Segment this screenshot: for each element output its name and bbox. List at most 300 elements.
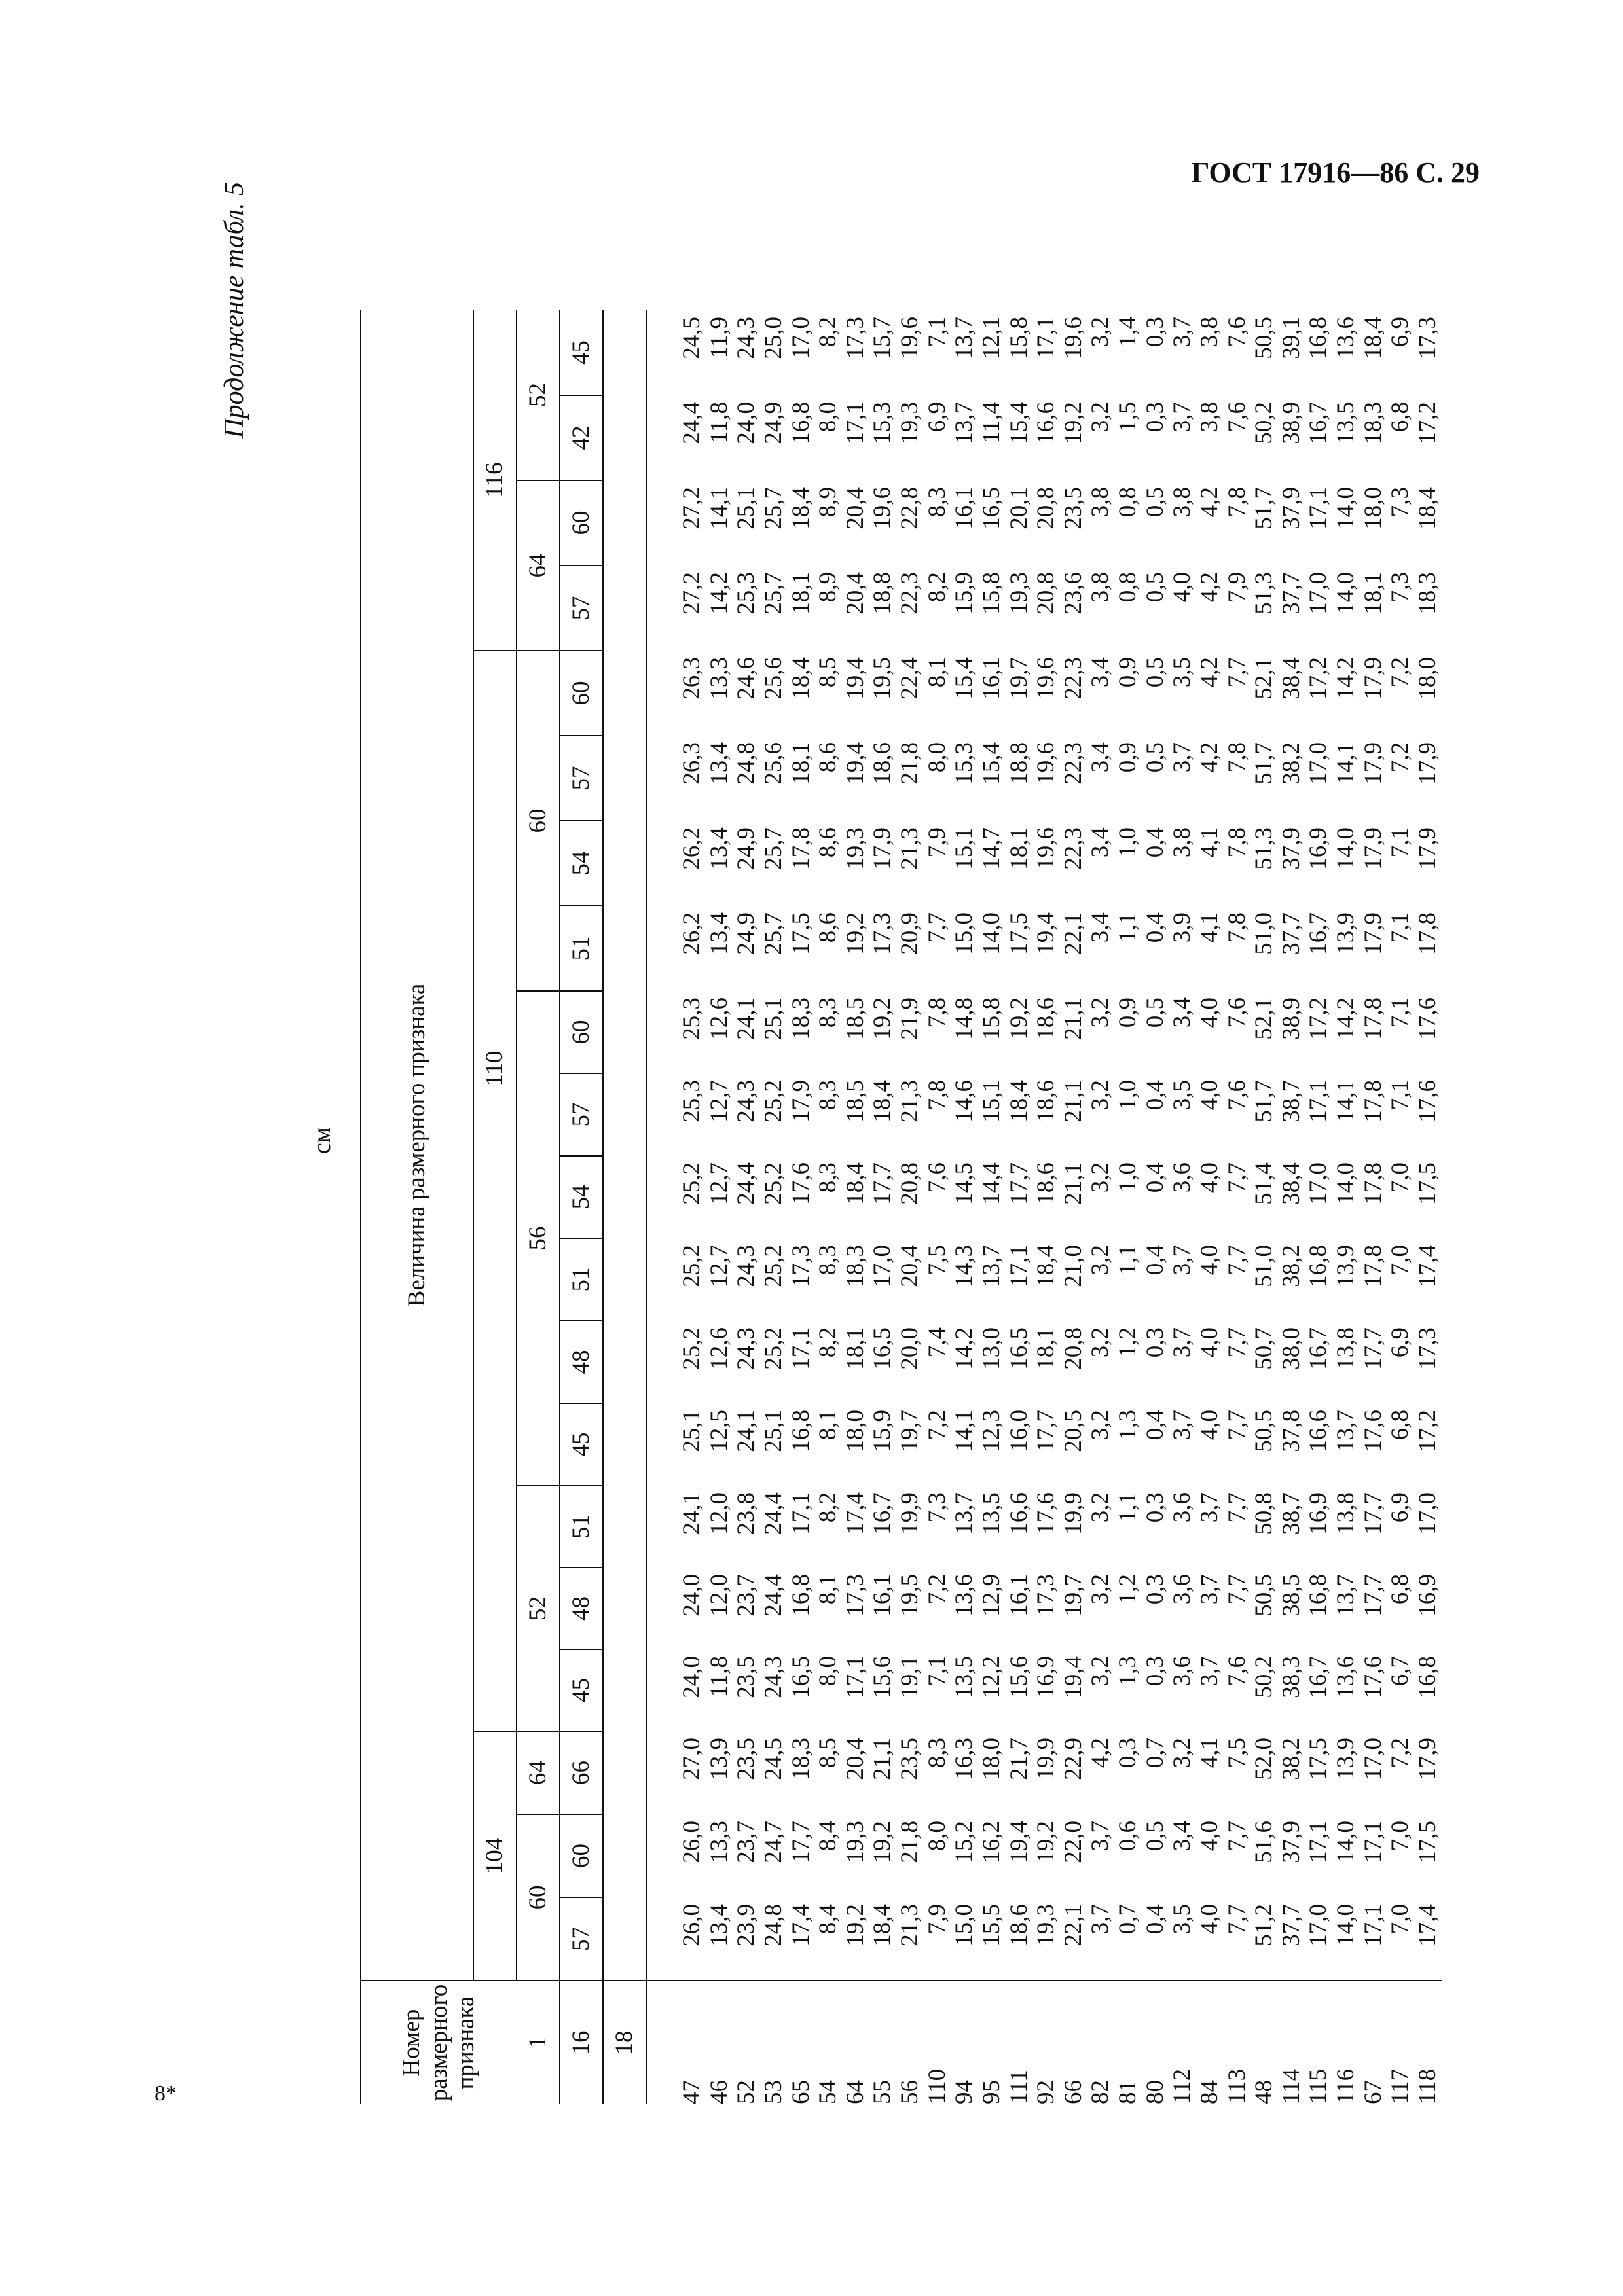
table-cell: 4,0 xyxy=(1195,1904,1223,1935)
table-cell: 7,7 xyxy=(1223,1574,1250,1605)
table-cell: 7,9 xyxy=(1223,572,1250,603)
table-cell: 17,0 xyxy=(869,1245,896,1287)
table-cell: 13,9 xyxy=(1332,1245,1359,1287)
table-cell: 19,7 xyxy=(1059,1574,1087,1617)
table-cell: 23,7 xyxy=(733,1574,760,1617)
table-cell: 38,9 xyxy=(1277,402,1305,444)
table-cell: 12,2 xyxy=(977,1656,1005,1698)
table-cell: 11,4 xyxy=(977,402,1005,444)
level3-header: 48 xyxy=(560,1321,603,1403)
table-cell: 7,6 xyxy=(1223,997,1250,1028)
table-cell: 17,3 xyxy=(841,317,869,359)
table-cell: 24,0 xyxy=(678,1574,705,1617)
table-cell: 19,6 xyxy=(1032,657,1060,700)
table-cell: 19,6 xyxy=(1059,317,1087,359)
table-cell: 1,3 xyxy=(1114,1656,1141,1687)
table-cell: 16,8 xyxy=(787,402,814,444)
table-cell: 17,7 xyxy=(1359,1574,1387,1617)
table-cell: 51,2 xyxy=(1250,1904,1278,1946)
table-cell: 19,4 xyxy=(1059,1656,1087,1698)
table-cell: 19,3 xyxy=(841,827,869,870)
table-cell: 24,3 xyxy=(759,1656,787,1698)
table-cell: 13,7 xyxy=(1332,1410,1359,1452)
level3-header: 48 xyxy=(560,1568,603,1649)
table-cell: 17,3 xyxy=(1413,317,1441,359)
table-cell: 24,9 xyxy=(759,402,787,444)
table-cell: 7,8 xyxy=(923,1080,951,1111)
table-cell: 24,0 xyxy=(678,1656,705,1698)
table-cell: 25,7 xyxy=(759,487,787,529)
row-id: 48 xyxy=(1250,2080,1278,2104)
table-cell: 18,6 xyxy=(1005,1904,1032,1946)
data-column xyxy=(646,736,1442,821)
row-id: 67 xyxy=(1359,2080,1387,2104)
table-cell: 18,4 xyxy=(787,657,814,700)
table-cell: 25,7 xyxy=(759,827,787,870)
table-cell: 22,8 xyxy=(896,487,923,529)
row-id: 52 xyxy=(733,2080,760,2104)
table-cell: 17,7 xyxy=(1005,1162,1032,1205)
table-cell: 7,0 xyxy=(1387,1162,1414,1193)
table-cell: 3,6 xyxy=(1169,1574,1196,1605)
table-cell: 17,8 xyxy=(1413,912,1441,955)
table-cell: 17,9 xyxy=(1359,657,1387,700)
table-cell: 15,1 xyxy=(951,827,978,870)
table-cell: 7,7 xyxy=(1223,1492,1250,1523)
table-cell: 7,6 xyxy=(1223,1656,1250,1687)
data-column xyxy=(646,565,1442,651)
table-cell: 37,9 xyxy=(1277,827,1305,870)
table-cell: 51,0 xyxy=(1250,1245,1278,1287)
table-cell: 19,9 xyxy=(896,1492,923,1535)
table-cell: 7,6 xyxy=(1223,1080,1250,1111)
table-cell: 7,0 xyxy=(1387,1904,1414,1935)
table-cell: 21,0 xyxy=(1059,1245,1087,1287)
table-cell: 7,7 xyxy=(1223,1821,1250,1852)
table-cell: 8,2 xyxy=(814,1327,842,1358)
rotated-table-block xyxy=(210,177,1486,2104)
table-cell: 38,4 xyxy=(1277,657,1305,700)
table-cell: 38,2 xyxy=(1277,742,1305,785)
table-cell: 25,6 xyxy=(759,657,787,700)
table-cell: 14,3 xyxy=(951,1245,978,1287)
table-cell: 7,3 xyxy=(1387,572,1414,603)
table-cell: 23,5 xyxy=(733,1738,760,1780)
table-cell: 23,8 xyxy=(733,1492,760,1535)
table-cell: 11,8 xyxy=(705,402,733,444)
table-cell: 19,5 xyxy=(869,657,896,700)
table-cell: 17,1 xyxy=(1305,1821,1332,1863)
table-cell: 14,2 xyxy=(1332,997,1359,1040)
table-cell: 8,0 xyxy=(923,742,951,773)
table-cell: 24,9 xyxy=(733,827,760,870)
level1-header: 110 xyxy=(473,651,517,1486)
table-cell: 15,0 xyxy=(951,1904,978,1946)
table-cell: 17,9 xyxy=(1359,827,1387,870)
table-cell: 19,6 xyxy=(869,487,896,529)
table-cell: 8,4 xyxy=(814,1821,842,1852)
table-cell: 18,0 xyxy=(977,1738,1005,1780)
table-cell: 20,8 xyxy=(1032,487,1060,529)
table-cell: 3,9 xyxy=(1169,912,1196,943)
table-cell: 18,1 xyxy=(1032,1327,1060,1370)
table-cell: 17,1 xyxy=(1305,487,1332,529)
level2-header: 52 xyxy=(517,1486,560,1731)
table-cell: 17,2 xyxy=(1305,997,1332,1040)
level3-header: 51 xyxy=(560,1238,603,1321)
table-cell: 17,5 xyxy=(1305,1738,1332,1780)
table-cell: 3,5 xyxy=(1169,657,1196,688)
table-cell: 13,3 xyxy=(705,1821,733,1863)
table-cell: 3,2 xyxy=(1087,1162,1114,1193)
table-cell: 3,7 xyxy=(1169,1327,1196,1358)
table-cell: 50,5 xyxy=(1250,1574,1278,1617)
row-id: 116 xyxy=(1332,2068,1359,2104)
table-cell: 13,7 xyxy=(977,1245,1005,1287)
level1-header: 104 xyxy=(473,1731,517,1981)
table-cell: 50,5 xyxy=(1250,1410,1278,1452)
level3-header: 60 xyxy=(560,651,603,736)
table-cell: 1,1 xyxy=(1114,1245,1141,1276)
table-cell: 19,2 xyxy=(841,912,869,955)
table-cell: 19,6 xyxy=(1032,827,1060,870)
table-cell: 51,4 xyxy=(1250,1162,1278,1205)
data-column xyxy=(646,480,1442,565)
table-cell: 18,1 xyxy=(841,1327,869,1370)
table-cell: 26,3 xyxy=(678,657,705,700)
level3-header: 60 xyxy=(560,480,603,565)
table-cell: 7,9 xyxy=(923,1904,951,1935)
table-cell: 6,9 xyxy=(923,402,951,433)
table-cell: 14,8 xyxy=(951,997,978,1040)
table-cell: 17,1 xyxy=(1305,1080,1332,1122)
row-id: 46 xyxy=(705,2080,733,2104)
table-cell: 1,0 xyxy=(1114,1080,1141,1111)
table-cell: 12,3 xyxy=(977,1410,1005,1452)
table-cell: 24,5 xyxy=(678,317,705,359)
table-cell: 14,2 xyxy=(951,1327,978,1370)
table-cell: 21,3 xyxy=(896,827,923,870)
data-column xyxy=(646,310,1442,395)
table-cell: 24,1 xyxy=(733,1410,760,1452)
row-id: 110 xyxy=(923,2068,951,2104)
table-cell: 14,6 xyxy=(951,1080,978,1122)
table-cell: 14,7 xyxy=(977,827,1005,870)
table-cell: 18,4 xyxy=(1005,1080,1032,1122)
table-cell: 25,2 xyxy=(759,1080,787,1122)
table-cell: 7,5 xyxy=(1223,1738,1250,1768)
table-cell: 21,1 xyxy=(1059,997,1087,1040)
table-cell: 25,6 xyxy=(759,742,787,785)
table-cell: 22,1 xyxy=(1059,1904,1087,1946)
table-cell: 17,8 xyxy=(787,827,814,870)
table-cell: 8,1 xyxy=(814,1410,842,1441)
table-cell: 3,7 xyxy=(1169,317,1196,348)
table-cell: 7,3 xyxy=(923,1492,951,1523)
table-cell: 8,3 xyxy=(814,1245,842,1276)
table-cell: 7,2 xyxy=(1387,657,1414,688)
table-cell: 24,3 xyxy=(733,317,760,359)
table-cell: 20,8 xyxy=(1059,1327,1087,1370)
table-cell: 3,5 xyxy=(1169,1904,1196,1935)
table-cell: 7,7 xyxy=(1223,1327,1250,1358)
header-row-title xyxy=(361,310,473,2104)
table-cell: 14,0 xyxy=(1332,572,1359,615)
table-cell: 4,2 xyxy=(1195,742,1223,773)
table-cell: 17,1 xyxy=(1359,1821,1387,1863)
table-cell: 51,3 xyxy=(1250,827,1278,870)
table-cell: 13,5 xyxy=(951,1656,978,1698)
table-cell: 16,8 xyxy=(1305,1245,1332,1287)
row-id: 117 xyxy=(1387,2068,1414,2104)
table-cell: 25,3 xyxy=(733,572,760,615)
table-cell: 22,9 xyxy=(1059,1738,1087,1780)
table-cell: 8,9 xyxy=(814,487,842,518)
table-cell: 18,4 xyxy=(1359,317,1387,359)
table-cell: 38,3 xyxy=(1277,1656,1305,1698)
table-cell: 16,7 xyxy=(869,1492,896,1535)
table-cell: 18,8 xyxy=(869,572,896,615)
level3-header: 60 xyxy=(560,991,603,1073)
table-cell: 15,2 xyxy=(951,1821,978,1863)
table-cell: 21,3 xyxy=(896,1904,923,1946)
table-cell: 38,0 xyxy=(1277,1327,1305,1370)
table-cell: 3,2 xyxy=(1087,1245,1114,1276)
table-cell: 20,9 xyxy=(896,912,923,955)
table-cell: 24,3 xyxy=(733,1080,760,1122)
table-cell: 12,9 xyxy=(977,1574,1005,1617)
table-cell: 24,4 xyxy=(678,402,705,444)
page-header: ГОСТ 17916—86 С. 29 xyxy=(1191,156,1480,188)
table-cell: 17,7 xyxy=(787,1821,814,1863)
table-cell: 19,4 xyxy=(841,742,869,785)
table-cell: 20,0 xyxy=(896,1327,923,1370)
row-id: 95 xyxy=(977,2080,1005,2104)
table-cell: 23,6 xyxy=(1059,572,1087,615)
table-cell: 8,0 xyxy=(814,402,842,433)
table-cell: 25,3 xyxy=(678,997,705,1040)
table-cell: 18,0 xyxy=(1413,657,1441,700)
table-cell: 15,9 xyxy=(951,572,978,615)
table-cell: 17,4 xyxy=(1413,1245,1441,1287)
table-cell: 21,3 xyxy=(896,1080,923,1122)
level3-header: 54 xyxy=(560,821,603,906)
table-cell: 51,3 xyxy=(1250,572,1278,615)
row-id: 112 xyxy=(1169,2068,1196,2104)
table-cell: 4,2 xyxy=(1087,1738,1114,1768)
table-cell: 22,3 xyxy=(1059,742,1087,785)
table-cell: 4,0 xyxy=(1195,1327,1223,1358)
table-cell: 25,1 xyxy=(733,487,760,529)
table-cell: 19,3 xyxy=(1032,1904,1060,1946)
table-cell: 16,8 xyxy=(1413,1656,1441,1698)
table-cell: 8,3 xyxy=(814,1162,842,1193)
table-cell: 21,7 xyxy=(1005,1738,1032,1780)
table-cell: 4,0 xyxy=(1169,572,1196,603)
level3-header: 45 xyxy=(560,1649,603,1731)
table-cell: 17,0 xyxy=(1305,572,1332,615)
table-cell: 17,0 xyxy=(787,317,814,359)
table-cell: 3,7 xyxy=(1087,1904,1114,1935)
header-row-level3 xyxy=(560,310,603,2104)
level3-header: 66 xyxy=(560,1731,603,1814)
table-cell: 7,8 xyxy=(1223,742,1250,773)
table-cell: 20,8 xyxy=(1032,572,1060,615)
table-cell: 16,2 xyxy=(977,1821,1005,1863)
table-cell: 16,5 xyxy=(787,1656,814,1698)
table-cell: 51,7 xyxy=(1250,487,1278,529)
table-cell: 0,5 xyxy=(1141,572,1169,603)
table-cell: 8,4 xyxy=(814,1904,842,1935)
table-cell: 20,4 xyxy=(841,1738,869,1780)
table-cell: 24,3 xyxy=(733,1245,760,1287)
table-cell: 8,1 xyxy=(923,657,951,688)
table-cell: 13,6 xyxy=(1332,317,1359,359)
table-cell: 16,6 xyxy=(1005,1492,1032,1535)
level3-header: 45 xyxy=(560,1403,603,1486)
table-cell: 0,3 xyxy=(1141,1492,1169,1523)
table-cell: 3,7 xyxy=(1169,1245,1196,1276)
table-cell: 8,3 xyxy=(814,1080,842,1111)
table-cell: 7,9 xyxy=(923,827,951,858)
table-cell: 17,1 xyxy=(1032,317,1060,359)
table-cell: 15,3 xyxy=(869,402,896,444)
table-cell: 17,8 xyxy=(1359,1080,1387,1122)
table-cell: 13,3 xyxy=(705,657,733,700)
table-cell: 18,5 xyxy=(841,997,869,1040)
table-cell: 17,0 xyxy=(1413,1492,1441,1535)
table-cell: 16,8 xyxy=(787,1574,814,1617)
table-cell: 3,4 xyxy=(1169,1821,1196,1852)
table-cell: 0,7 xyxy=(1114,1904,1141,1935)
table-cell: 52,1 xyxy=(1250,657,1278,700)
table-cell: 23,5 xyxy=(733,1656,760,1698)
row-id: 55 xyxy=(869,2080,896,2104)
table-body-row xyxy=(646,310,1442,2104)
table-cell: 15,5 xyxy=(977,1904,1005,1946)
table-cell: 3,4 xyxy=(1087,742,1114,773)
table-cell: 0,3 xyxy=(1141,402,1169,433)
table-cell: 15,3 xyxy=(951,742,978,785)
table-cell: 21,1 xyxy=(869,1738,896,1780)
level3-header: 57 xyxy=(560,1073,603,1156)
table-cell: 15,8 xyxy=(1005,317,1032,359)
table-cell: 15,4 xyxy=(977,742,1005,785)
data-column xyxy=(646,1731,1442,1814)
table-cell: 17,1 xyxy=(1359,1904,1387,1946)
table-cell: 12,7 xyxy=(705,1080,733,1122)
table-cell: 7,7 xyxy=(1223,657,1250,688)
table-cell: 18,3 xyxy=(841,1245,869,1287)
data-column xyxy=(646,1649,1442,1731)
table-cell: 19,4 xyxy=(1005,1821,1032,1863)
table-cell: 13,9 xyxy=(705,1738,733,1780)
table-cell: 16,5 xyxy=(977,487,1005,529)
table-cell: 3,2 xyxy=(1087,1327,1114,1358)
table-cell: 12,7 xyxy=(705,1245,733,1287)
table-cell: 18,1 xyxy=(787,742,814,785)
table-cell: 18,6 xyxy=(1032,997,1060,1040)
table-cell: 0,3 xyxy=(1141,1656,1169,1687)
table-cell: 18,4 xyxy=(1413,487,1441,529)
table-cell: 13,4 xyxy=(705,742,733,785)
table-cell: 3,4 xyxy=(1087,657,1114,688)
row-id-column xyxy=(646,1981,1442,2104)
header-row-level4 xyxy=(603,310,646,2104)
table-cell: 16,5 xyxy=(869,1327,896,1370)
table-cell: 0,3 xyxy=(1141,1327,1169,1358)
table-cell: 7,0 xyxy=(1387,1821,1414,1852)
row-id: 118 xyxy=(1413,2068,1441,2104)
table-cell: 4,0 xyxy=(1195,1410,1223,1441)
table-cell: 0,4 xyxy=(1141,1410,1169,1441)
table-cell: 50,2 xyxy=(1250,402,1278,444)
table-cell: 21,8 xyxy=(896,1821,923,1863)
table-cell: 18,3 xyxy=(1413,572,1441,615)
table-cell: 39,1 xyxy=(1277,317,1305,359)
table-cell: 20,4 xyxy=(841,572,869,615)
table-cell: 18,4 xyxy=(1032,1245,1060,1287)
table-cell: 14,0 xyxy=(1332,1904,1359,1946)
table-cell: 16,7 xyxy=(1305,402,1332,444)
level3-header: 57 xyxy=(560,565,603,651)
table-cell: 13,5 xyxy=(977,1492,1005,1535)
table-cell: 15,1 xyxy=(977,1080,1005,1122)
table-cell: 0,6 xyxy=(1114,1821,1141,1852)
table-cell: 19,3 xyxy=(841,1821,869,1863)
table-cell: 12,1 xyxy=(977,317,1005,359)
table-cell: 0,4 xyxy=(1141,1904,1169,1935)
table-cell: 16,1 xyxy=(1005,1574,1032,1617)
table-cell: 0,4 xyxy=(1141,1080,1169,1111)
data-column xyxy=(646,821,1442,906)
table-cell: 17,8 xyxy=(1359,1245,1387,1287)
table-cell: 24,6 xyxy=(733,657,760,700)
header-row-level1 xyxy=(473,310,517,2104)
table-cell: 3,2 xyxy=(1087,1574,1114,1605)
table-cell: 17,6 xyxy=(1359,1410,1387,1452)
table-cell: 8,9 xyxy=(814,572,842,603)
table-cell: 0,9 xyxy=(1114,657,1141,688)
level3-header: 57 xyxy=(560,736,603,821)
table-cell: 7,2 xyxy=(923,1410,951,1441)
table-cell: 3,2 xyxy=(1169,1738,1196,1768)
table-cell: 24,4 xyxy=(733,1162,760,1205)
table-cell: 15,6 xyxy=(869,1656,896,1698)
table-cell: 15,6 xyxy=(1005,1656,1032,1698)
table-cell: 14,1 xyxy=(705,487,733,529)
data-column xyxy=(646,1897,1442,1981)
table-cell: 14,0 xyxy=(1332,1821,1359,1863)
table-cell: 14,1 xyxy=(951,1410,978,1452)
table-cell: 6,9 xyxy=(1387,317,1414,348)
table-cell: 18,1 xyxy=(787,572,814,615)
table-cell: 12,5 xyxy=(705,1410,733,1452)
table-cell: 3,7 xyxy=(1169,1410,1196,1441)
table-cell: 17,6 xyxy=(1413,997,1441,1040)
table-cell: 17,6 xyxy=(1413,1080,1441,1122)
table-cell: 15,4 xyxy=(1005,402,1032,444)
table-cell: 17,5 xyxy=(1005,912,1032,955)
table-cell: 14,0 xyxy=(1332,1162,1359,1205)
row-id: 92 xyxy=(1032,2080,1060,2104)
table-cell: 24,1 xyxy=(678,1492,705,1535)
data-column xyxy=(646,1403,1442,1486)
table-cell: 22,0 xyxy=(1059,1821,1087,1863)
table-cell: 18,8 xyxy=(1005,742,1032,785)
table-cell: 8,0 xyxy=(814,1656,842,1687)
table-cell: 25,2 xyxy=(678,1327,705,1370)
